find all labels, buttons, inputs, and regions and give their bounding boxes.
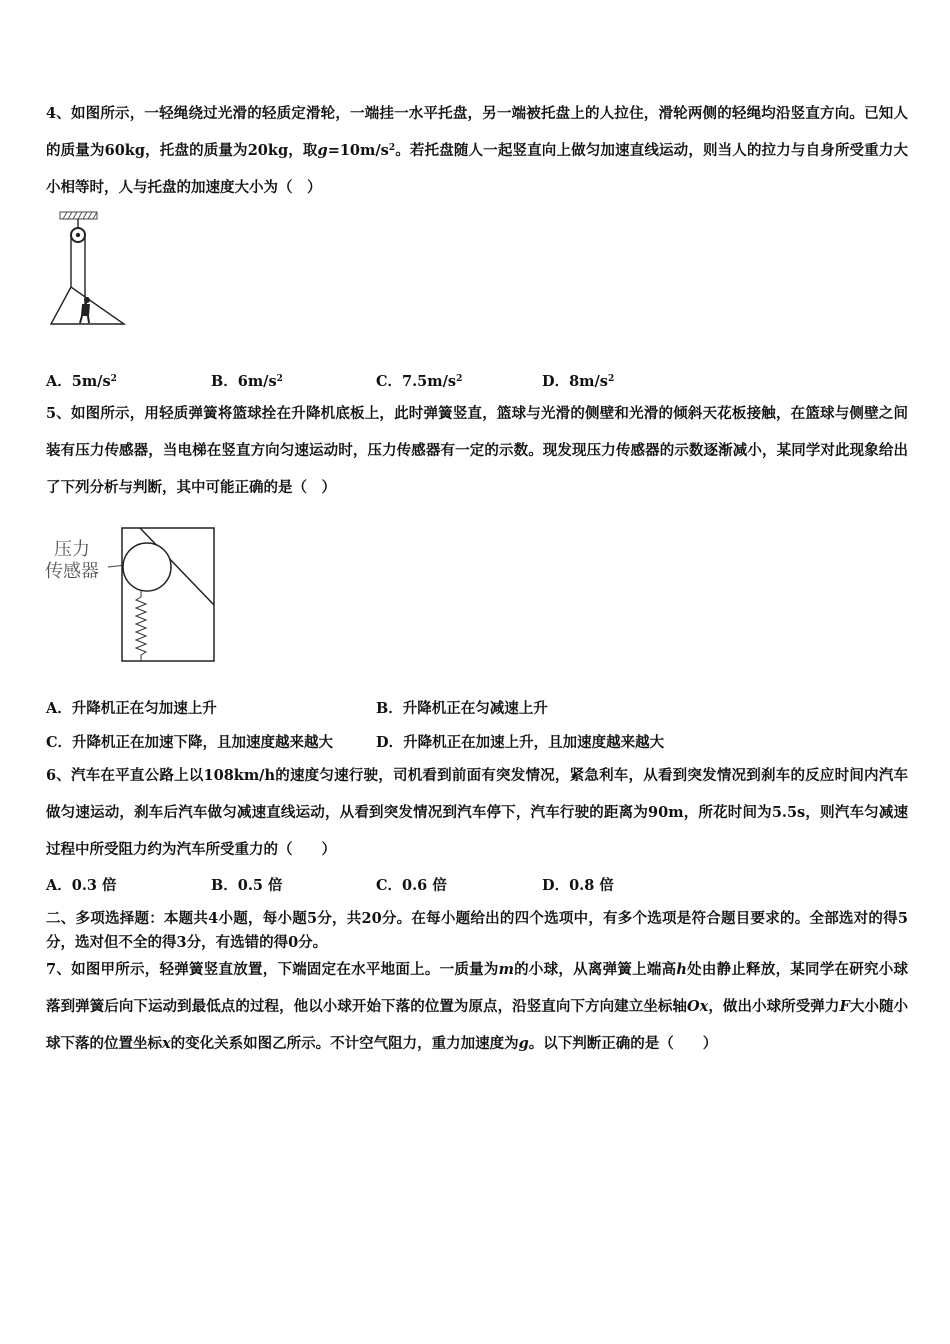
question-6 bbox=[46, 757, 908, 868]
q5-option-b[interactable]: B．升降机正在匀减速上升 bbox=[376, 700, 548, 717]
q5-option-a[interactable]: A．升降机正在匀加速上升 bbox=[46, 700, 217, 717]
question-5 bbox=[46, 395, 908, 506]
q6-option-d[interactable]: D．0.8 倍 bbox=[542, 877, 614, 894]
sensor-label-line1: 压力 bbox=[54, 539, 90, 560]
q4-option-a[interactable]: A．$5m/s^2$ bbox=[46, 373, 117, 390]
pulley-diagram bbox=[46, 210, 128, 330]
q5-option-d[interactable]: D．升降机正在加速上升，且加速度越来越大 bbox=[376, 734, 665, 751]
basketball bbox=[123, 543, 171, 591]
question-4 bbox=[46, 95, 908, 206]
question-5-text: 5、如图所示，用轻质弹簧将篮球拴在升降机底板上，此时弹簧竖直，篮球与光滑的侧壁和光滑的倾斜天花板接触，在篮球与侧壁之间装有压力传感器，当电梯在竖直方向匀速运动时，压力传感器有一定的示数。现发现压力传感器的示数逐渐减小，某同学对此现象给出了下列分析与判断，其中可能正确的是（ ） bbox=[46, 405, 908, 496]
elevator-diagram bbox=[42, 525, 218, 665]
q6-option-c[interactable]: C．0.6 倍 bbox=[376, 877, 447, 894]
spring bbox=[136, 591, 146, 661]
q4-option-b[interactable]: B．$6m/s^2$ bbox=[211, 373, 283, 390]
sensor-label-line2: 传感器 bbox=[45, 561, 99, 582]
q4-option-c[interactable]: C．$7.5m/s^2$ bbox=[376, 373, 463, 390]
q5-option-c[interactable]: C．升降机正在加速下降，且加速度越来越大 bbox=[46, 734, 334, 751]
section-2-heading: 二、多项选择题：本题共4小题，每小题5分，共20分。在每小题给出的四个选项中，有多个选项是符合题目要求的。全部选对的得5分，选对但不全的得3分，有选错的得0分。 bbox=[46, 910, 908, 951]
q4-option-d[interactable]: D．$8m/s^2$ bbox=[542, 373, 615, 390]
question-7 bbox=[46, 951, 908, 1062]
q6-option-b[interactable]: B．0.5 倍 bbox=[211, 877, 283, 894]
question-4-text: 4、如图所示，一轻绳绕过光滑的轻质定滑轮，一端挂一水平托盘，另一端被托盘上的人拉住，滑轮两侧的轻绳均沿竖直方向。已知人的质量为60kg，托盘的质量为20kg，取$g=10m/s^2$。若托盘随人一起竖直向上做匀加速直线运动，则当人的拉力与自身所受重力大小相等时，人与托盘的加速度大小为（ ） bbox=[46, 105, 908, 196]
person-figure bbox=[80, 297, 90, 323]
question-6-text: 6、汽车在平直公路上以108km/h的速度匀速行驶，司机看到前面有突发情况，紧急利车，从看到突发情况到刹车的反应时间内汽车做匀速运动，刹车后汽车做匀减速直线运动，从看到突发情况到汽车停下，汽车行驶的距离为90m，所花时间为5.5s，则汽车匀减速过程中所受阻力约为汽车所受重力的（ ） bbox=[46, 767, 908, 858]
question-7-text: 7、如图甲所示，轻弹簧竖直放置，下端固定在水平地面上。一质量为m的小球，从离弹簧上端高h处由静止释放，某同学在研究小球落到弹簧后向下运动到最低点的过程，他以小球开始下落的位置为原点，沿竖直向下方向建立坐标轴Ox，做出小球所受弹力F大小随小球下落的位置坐标x的变化关系如图乙所示。不计空气阻力，重力加速度为g。以下判断正确的是（ ） bbox=[46, 961, 909, 1052]
q6-option-a[interactable]: A．0.3 倍 bbox=[46, 877, 117, 894]
